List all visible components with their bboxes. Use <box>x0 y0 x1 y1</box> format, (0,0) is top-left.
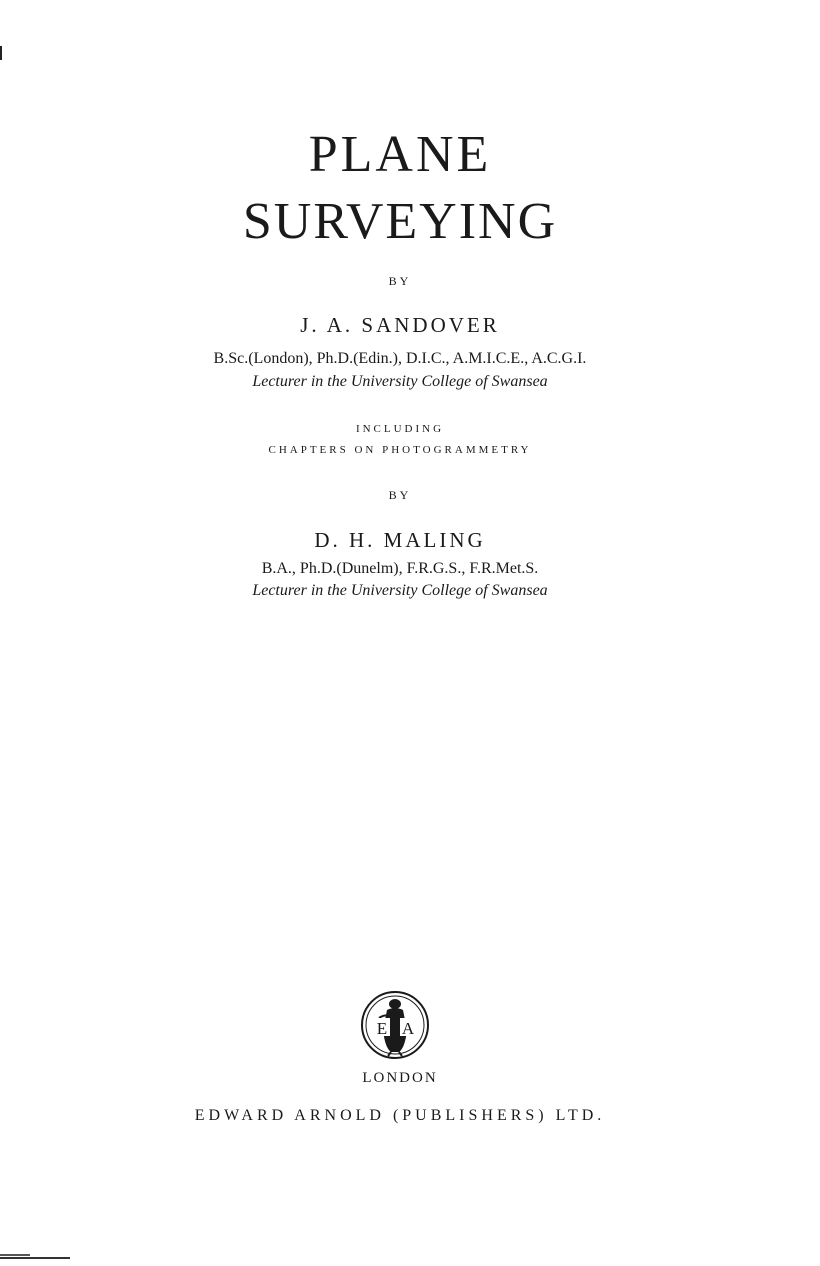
publisher-emblem-icon <box>355 990 435 1060</box>
by-label-2: BY <box>388 488 412 502</box>
author-1-qualifications: B.Sc.(London), Ph.D.(Edin.), D.I.C., A.M.I.C.E., A.C.G.I. <box>213 350 587 367</box>
including-label: INCLUDING <box>355 423 445 435</box>
scan-margin-mark <box>0 46 2 60</box>
scan-margin-mark <box>0 1254 30 1256</box>
book-title-line-1: PLANE <box>308 126 492 183</box>
by-label-1: BY <box>388 274 412 288</box>
logo-letter-a: A <box>401 1019 415 1038</box>
author-1-name: J. A. SANDOVER <box>300 313 500 337</box>
book-title-line-2: SURVEYING <box>242 193 558 250</box>
publication-place: LONDON <box>362 1070 438 1086</box>
author-1-affiliation: Lecturer in the University College of Swansea <box>252 373 548 390</box>
scan-margin-mark <box>0 1257 70 1259</box>
chapters-note: CHAPTERS ON PHOTOGRAMMETRY <box>268 444 532 456</box>
logo-letter-e: E <box>376 1019 388 1038</box>
author-2-qualifications: B.A., Ph.D.(Dunelm), F.R.G.S., F.R.Met.S. <box>261 560 539 577</box>
publisher-name: EDWARD ARNOLD (PUBLISHERS) LTD. <box>194 1107 606 1124</box>
author-2-affiliation: Lecturer in the University College of Swansea <box>252 582 548 599</box>
author-2-name: D. H. MALING <box>314 528 486 552</box>
